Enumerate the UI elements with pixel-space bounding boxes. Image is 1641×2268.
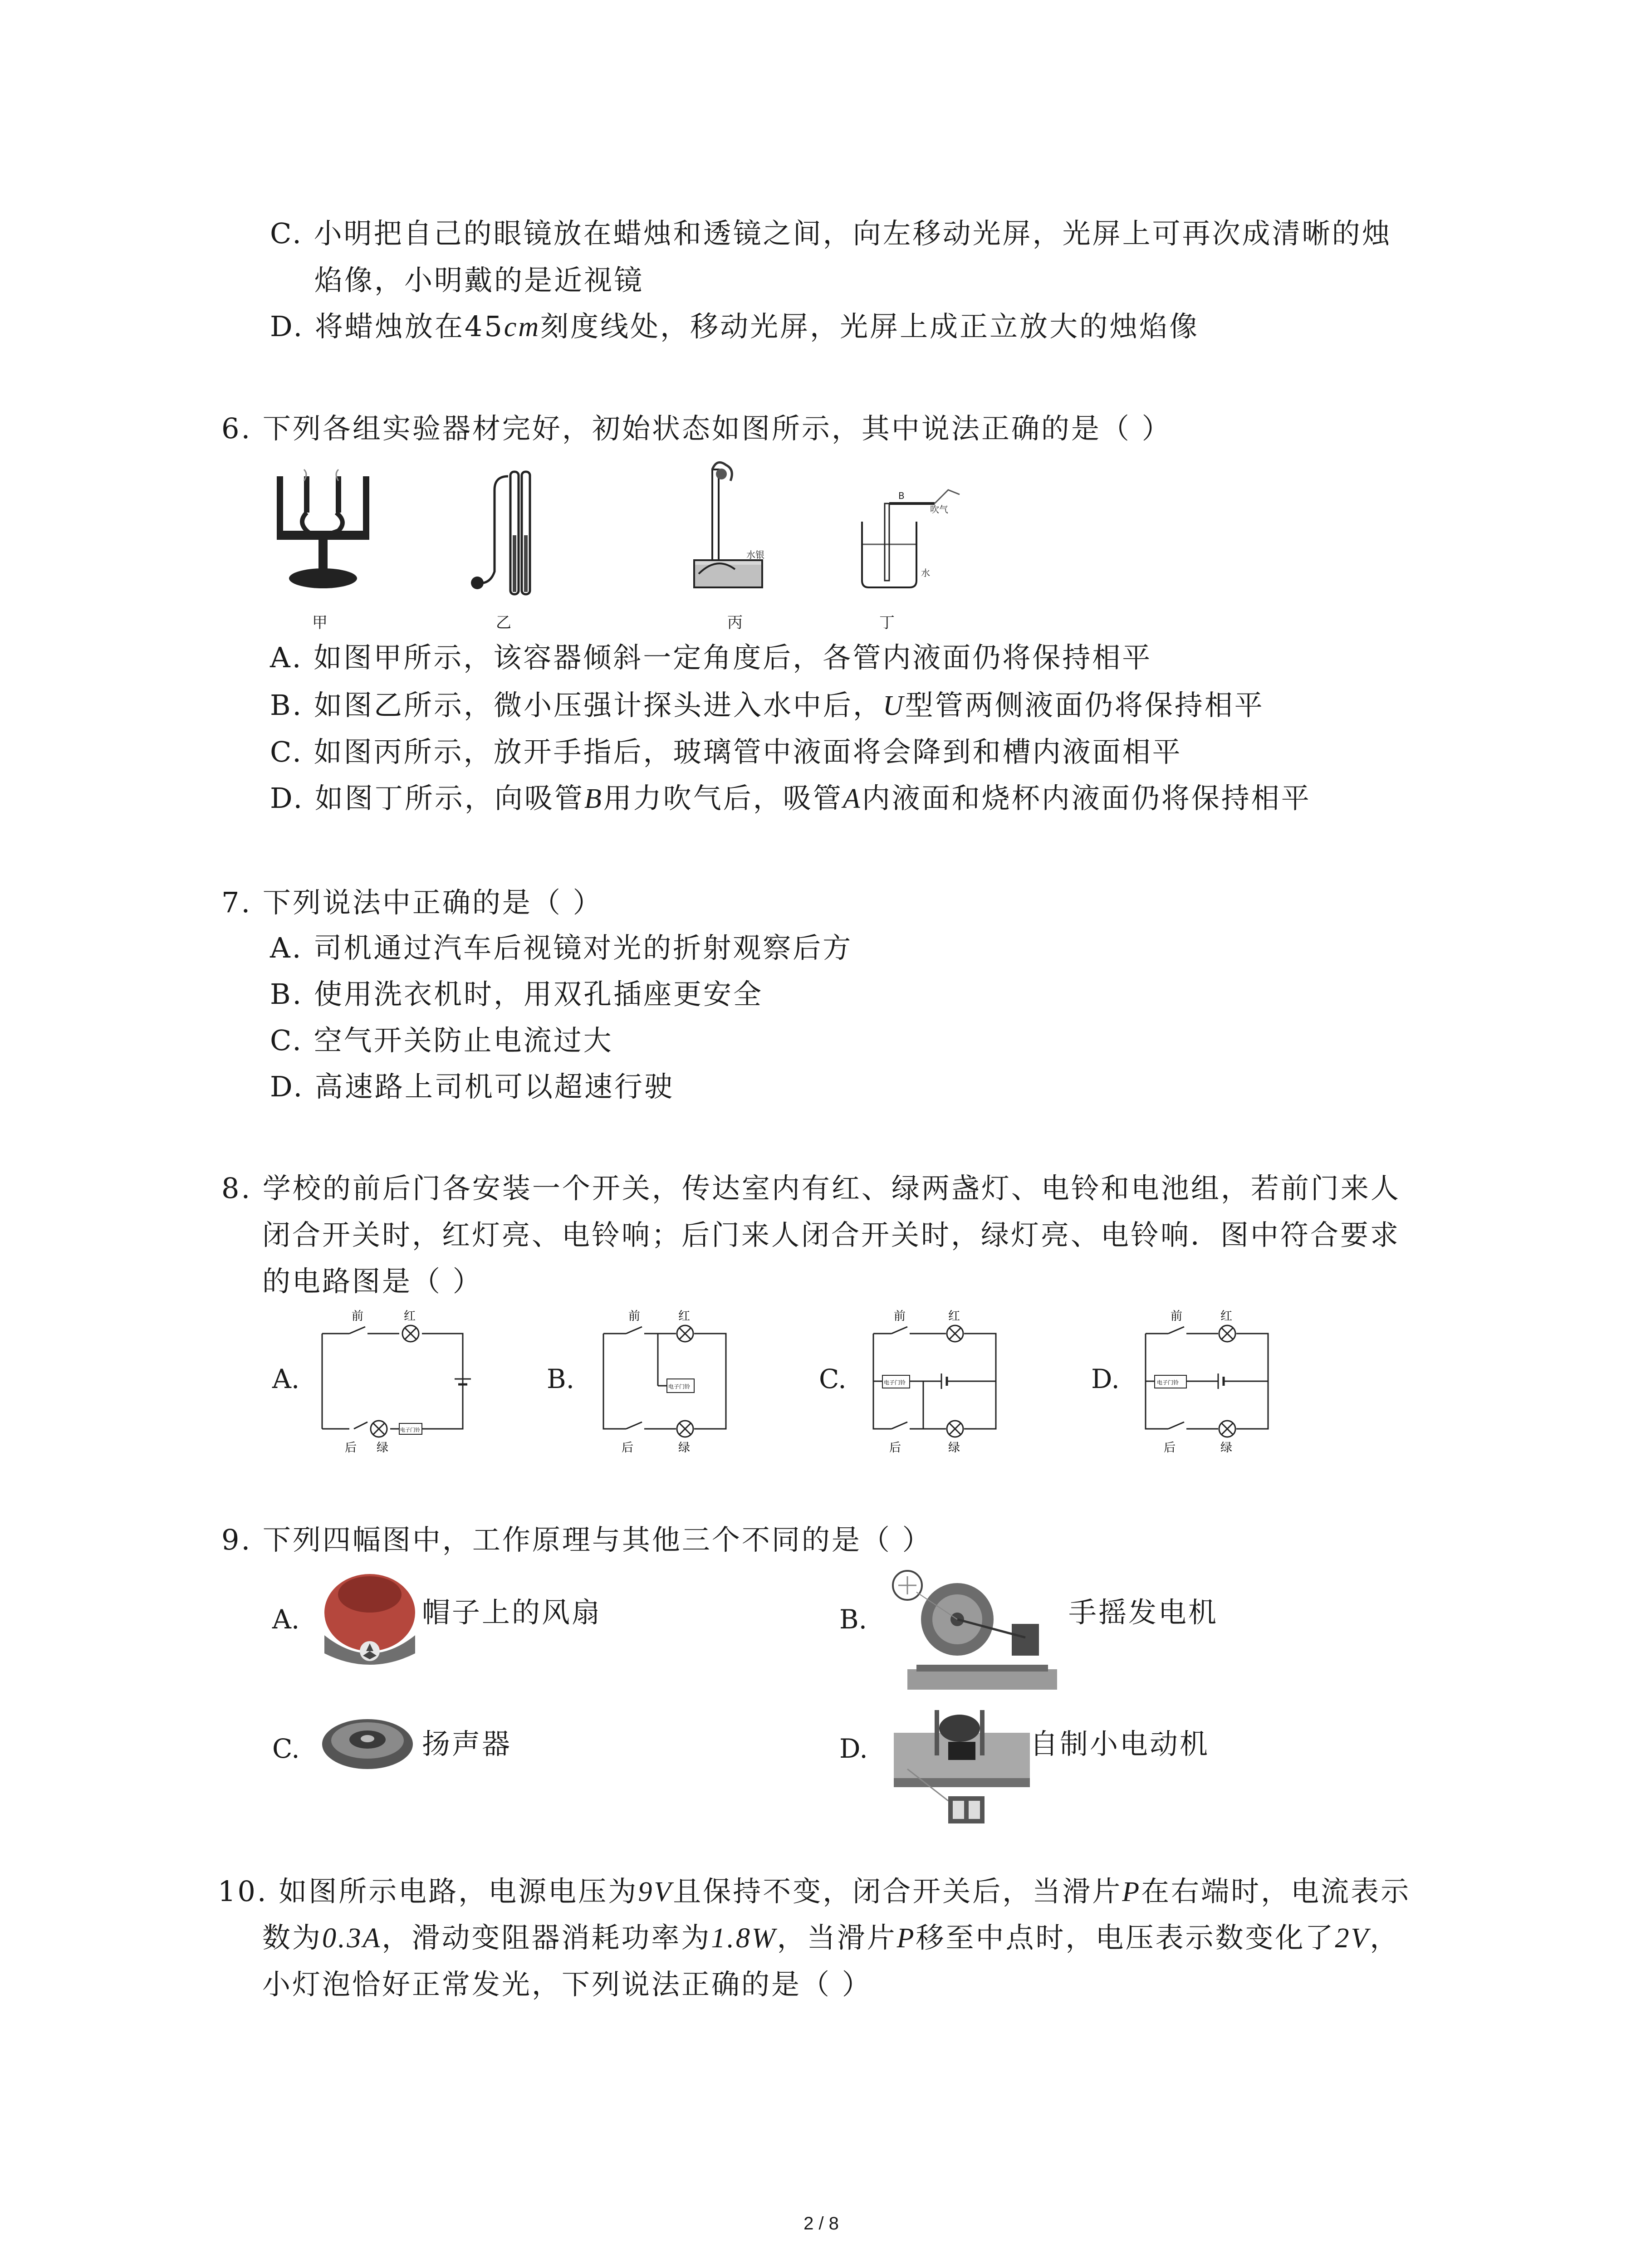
q7-option-b: B. 使用洗衣机时，用双孔插座更安全 (270, 978, 763, 1011)
q9-image-homemade-motor (889, 1696, 1034, 1837)
svg-text:红: 红 (1220, 1310, 1233, 1323)
q8-circuit-d (1136, 1306, 1291, 1461)
q8-stem-line1: 8. 学校的前后门各安装一个开关，传达室内有红、绿两盏灯、电铃和电池组，若前门来人 (221, 1172, 1401, 1205)
q9-option-c-text: 扬声器 (422, 1727, 512, 1760)
q7-option-c: C. 空气开关防止电流过大 (270, 1024, 613, 1057)
figure-yi-u-tube-manometer (467, 467, 540, 599)
svg-text:红: 红 (678, 1310, 691, 1323)
q8-option-c-letter: C. (819, 1364, 847, 1394)
q6-option-d: D. 如图丁所示，向吸管B用力吹气后，吸管A内液面和烧杯内液面仍将保持相平 (270, 782, 1311, 815)
q8-circuit-a (313, 1306, 485, 1461)
figure-caption-ding: 丁 (879, 614, 895, 632)
q5-option-c-line2: 焰像，小明戴的是近视镜 (314, 264, 644, 297)
svg-text:后: 后 (1164, 1441, 1176, 1455)
q8-stem-line2: 闭合开关时，红灯亮、电铃响；后门来人闭合开关时，绿灯亮、电铃响．图中符合要求 (262, 1218, 1401, 1251)
q10-line1: 10. 如图所示电路，电源电压为9V且保持不变，闭合开关后，当滑片P在右端时，电流表示 (218, 1875, 1411, 1908)
q8-circuit-b (594, 1306, 749, 1461)
label-tube-b: B (898, 490, 905, 501)
figure-caption-yi: 乙 (496, 614, 511, 632)
q10-line2: 数为0.3A，滑动变阻器消耗功率为1.8W，当滑片P移至中点时，电压表示数变化了2V， (262, 1921, 1400, 1954)
q6-option-c: C. 如图丙所示，放开手指后，玻璃管中液面将会降到和槽内液面相平 (270, 735, 1182, 768)
q9-option-c-letter: C. (272, 1733, 300, 1764)
q9-option-d-letter: D. (839, 1733, 868, 1764)
label-water: 水 (921, 567, 930, 578)
q9-stem: 9. 下列四幅图中，工作原理与其他三个不同的是（ ） (221, 1523, 932, 1556)
svg-text:红: 红 (404, 1310, 416, 1323)
q5-option-d: D. 将蜡烛放在45cm刻度线处，移动光屏，光屏上成正立放大的烛焰像 (270, 310, 1200, 343)
figure-caption-jia: 甲 (312, 614, 328, 632)
q5-option-c-line1: C. 小明把自己的眼镜放在蜡烛和透镜之间，向左移动光屏，光屏上可再次成清晰的烛 (270, 217, 1392, 250)
page-number: 2 / 8 (803, 2214, 839, 2234)
svg-text:后: 后 (345, 1441, 357, 1455)
svg-text:前: 前 (1171, 1310, 1183, 1323)
q6-option-b: B. 如图乙所示，微小压强计探头进入水中后，U型管两侧液面仍将保持相平 (270, 689, 1264, 722)
q9-image-hat-fan (318, 1567, 422, 1672)
q9-option-b-letter: B. (839, 1604, 867, 1635)
svg-text:前: 前 (628, 1310, 641, 1323)
svg-text:电子门铃: 电子门铃 (400, 1427, 420, 1433)
figure-jia-connected-vessels (272, 467, 377, 594)
svg-text:电子门铃: 电子门铃 (668, 1383, 691, 1390)
svg-text:红: 红 (948, 1310, 960, 1323)
svg-text:绿: 绿 (377, 1441, 389, 1455)
q9-option-a-text: 帽子上的风扇 (422, 1596, 602, 1629)
svg-text:前: 前 (894, 1310, 906, 1323)
q7-stem: 7. 下列说法中正确的是（ ） (221, 886, 603, 919)
q10-line3: 小灯泡恰好正常发光，下列说法正确的是（ ） (262, 1968, 872, 2001)
q9-option-a-letter: A. (272, 1604, 300, 1635)
label-water-tank: 水银 (746, 549, 764, 560)
svg-text:电子门铃: 电子门铃 (1157, 1379, 1179, 1386)
figure-bing-glass-tube-trough (690, 460, 780, 596)
q6-option-a: A. 如图甲所示，该容器倾斜一定角度后，各管内液面仍将保持相平 (270, 641, 1152, 674)
svg-text:后: 后 (889, 1441, 901, 1455)
svg-text:电子门铃: 电子门铃 (884, 1379, 906, 1386)
q7-option-d: D. 高速路上司机可以超速行驶 (270, 1070, 674, 1103)
q9-option-b-text: 手摇发电机 (1068, 1596, 1219, 1629)
svg-text:绿: 绿 (948, 1441, 960, 1455)
q8-circuit-c (864, 1306, 1019, 1461)
q8-option-d-letter: D. (1091, 1364, 1120, 1394)
svg-text:后: 后 (622, 1441, 634, 1455)
q8-stem-line3: 的电路图是（ ） (262, 1265, 483, 1298)
svg-text:绿: 绿 (1220, 1441, 1233, 1455)
svg-text:前: 前 (352, 1310, 364, 1323)
svg-text:绿: 绿 (678, 1441, 691, 1455)
q8-option-b-letter: B. (547, 1364, 575, 1394)
q8-option-a-letter: A. (272, 1364, 300, 1394)
q9-image-hand-generator (889, 1565, 1062, 1701)
q6-stem: 6. 下列各组实验器材完好，初始状态如图所示，其中说法正确的是（ ） (221, 412, 1172, 445)
q7-option-a: A. 司机通过汽车后视镜对光的折射观察后方 (270, 931, 853, 964)
q9-image-speaker (320, 1712, 415, 1776)
q9-option-d-text: 自制小电动机 (1030, 1727, 1210, 1760)
figure-caption-bing: 丙 (727, 614, 743, 632)
figure-ding-straws-beaker (853, 467, 971, 594)
label-blow: 吹气 (930, 504, 948, 515)
